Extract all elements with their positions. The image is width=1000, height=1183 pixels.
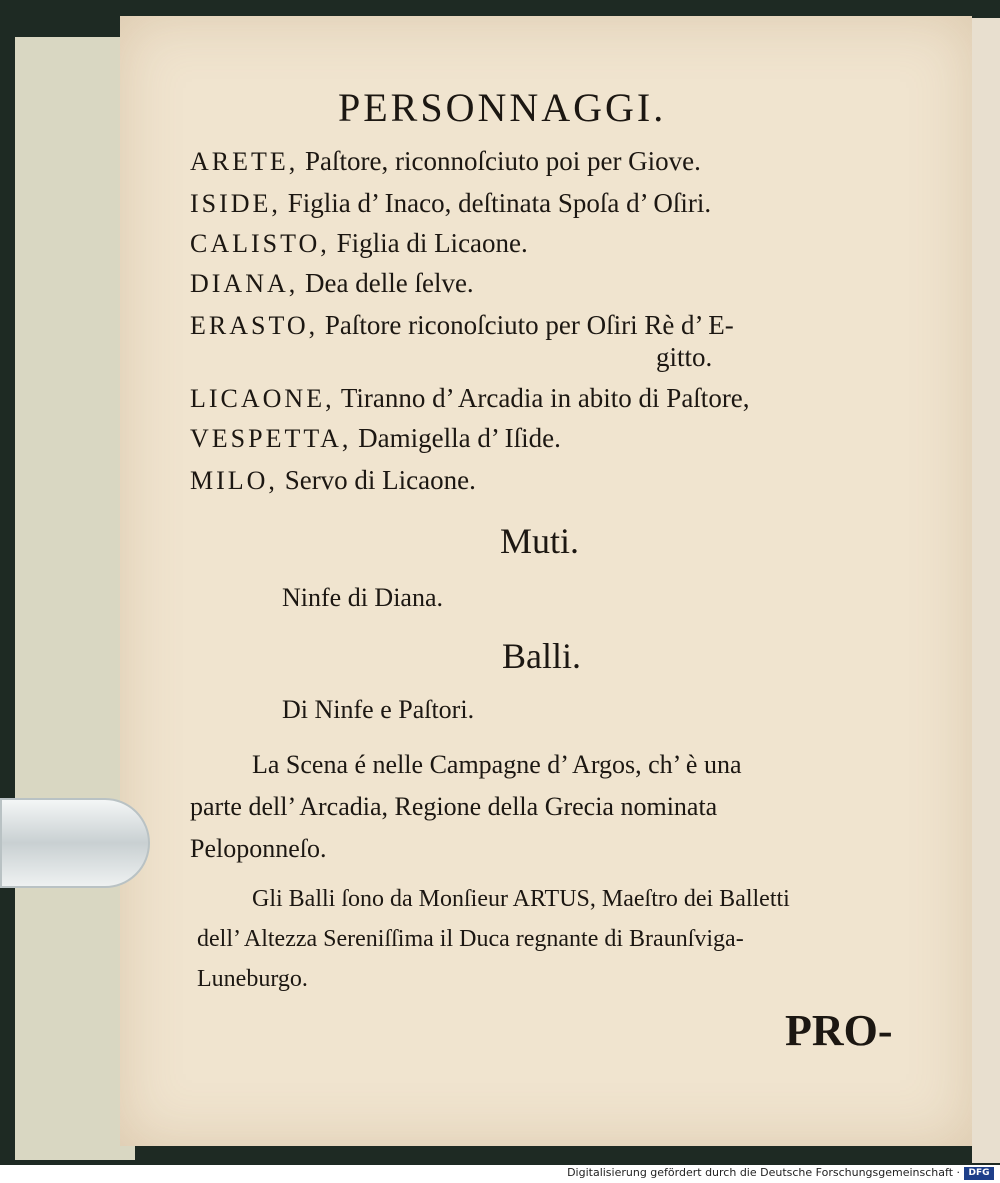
character-line xyxy=(190,383,750,414)
footer-text: Digitalisierung gefördert durch die Deutsche Forschungsgemeinschaft · xyxy=(567,1166,960,1179)
next-page-edge xyxy=(972,18,1000,1163)
character-desc: Damigella d’ Iſide. xyxy=(358,423,561,453)
character-name: ISIDE, xyxy=(190,189,281,218)
character-desc: Figlia d’ Inaco, deſtinata Spoſa d’ Oſiri. xyxy=(287,188,712,218)
character-name: VESPETTA, xyxy=(190,424,352,453)
character-desc: Tiranno d’ Arcadia in abito di Paſtore, xyxy=(340,383,750,413)
muti-line: Ninfe di Diana. xyxy=(282,583,444,612)
character-name: DIANA, xyxy=(190,269,299,298)
character-desc: Paſtore riconoſciuto per Oſiri Rè d’ E- xyxy=(324,310,734,340)
page-title: PERSONNAGGI. xyxy=(338,85,667,130)
character-name: CALISTO, xyxy=(190,229,330,258)
scena-line: La Scena é nelle Campagne d’ Argos, ch’ è una xyxy=(252,750,742,779)
character-desc: Dea delle ſelve. xyxy=(305,268,474,298)
character-name: ERASTO, xyxy=(190,311,319,340)
scena-line: parte dell’ Arcadia, Regione della Grecia nominata xyxy=(190,792,718,821)
book-backing xyxy=(15,37,135,1160)
character-line xyxy=(190,423,561,454)
character-line xyxy=(190,268,474,299)
character-name: LICAONE, xyxy=(190,384,335,413)
character-line xyxy=(190,188,711,219)
catchword: PRO- xyxy=(785,1006,893,1055)
character-line xyxy=(190,228,528,259)
note-line: Luneburgo. xyxy=(197,966,308,992)
note-line: dell’ Altezza Sereniſſima il Duca regnante di Braunſviga- xyxy=(197,926,744,952)
dfg-logo: DFG xyxy=(964,1167,994,1180)
note-line: Gli Balli ſono da Monſieur ARTUS, Maeſtro dei Balletti xyxy=(252,886,790,912)
footer-bar xyxy=(0,1165,1000,1183)
character-desc: Paſtore, riconnoſciuto poi per Giove. xyxy=(305,146,701,176)
character-line xyxy=(190,310,734,341)
character-line xyxy=(190,465,476,496)
character-desc: Figlia di Licaone. xyxy=(336,228,528,258)
balli-line: Di Ninfe e Paſtori. xyxy=(282,695,475,724)
page-clip xyxy=(0,798,150,888)
character-name: ARETE, xyxy=(190,147,299,176)
character-desc-continued: gitto. xyxy=(656,342,713,372)
character-name: MILO, xyxy=(190,466,278,495)
character-desc: Servo di Licaone. xyxy=(284,465,476,495)
balli-heading: Balli. xyxy=(502,636,581,676)
scena-line: Peloponneſo. xyxy=(190,834,327,863)
muti-heading: Muti. xyxy=(500,521,580,561)
character-line xyxy=(190,146,701,177)
